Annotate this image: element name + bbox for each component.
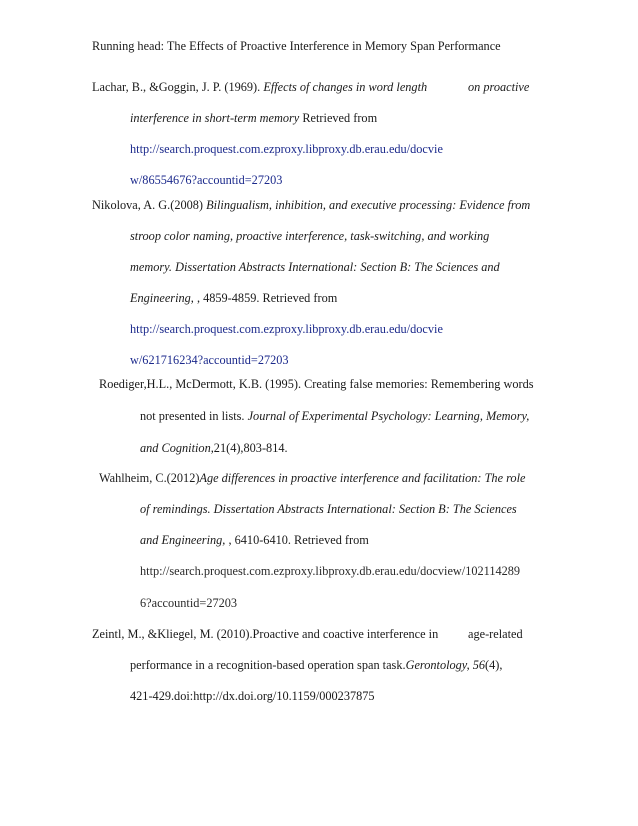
reference-text: Lachar, B., &Goggin, J. P. (1969). [92,80,264,94]
reference-line [130,142,443,156]
italic-text: Age differences in proactive interference and facilitation: The role [199,471,526,485]
reference-line [130,111,377,125]
url-text[interactable]: http://search.proquest.com.ezproxy.libproxy.db.erau.edu/docview/102114289 [140,564,521,578]
reference-continuation: on proactive [468,80,530,94]
italic-text: Gerontology, 56 [405,658,486,672]
reference-line [140,502,517,516]
reference-line [130,322,443,336]
reference-text: Nikolova, A. G.(2008) [92,198,207,212]
italic-text: interference in short-term memory [130,111,300,125]
reference-line [92,627,438,641]
italic-text: Bilingualism, inhibition, and executive processing: Evidence from [206,198,531,212]
reference-line [130,229,489,243]
reference-text: performance in a recognition-based operation span task. [130,658,406,672]
reference-text: Roediger,H.L., McDermott, K.B. (1995). Creating false memories: Remembering words [99,377,534,391]
italic-text: Effects of changes in word length [263,80,428,94]
reference-line [130,260,500,274]
url-link[interactable]: http://search.proquest.com.ezproxy.libproxy.db.erau.edu/docvie [130,142,443,156]
italic-text: Engineering, [130,291,197,305]
reference-line [130,173,282,187]
reference-text: , 4859-4859. Retrieved from [196,291,338,305]
reference-line [140,409,529,423]
italic-text: of remindings. Dissertation Abstracts International: Section B: The Sciences [140,502,517,516]
reference-line [99,471,525,485]
url-text[interactable]: 6?accountid=27203 [140,596,238,610]
running-head: Running head: The Effects of Proactive Interference in Memory Span Performance [92,39,501,53]
reference-line [140,596,237,610]
reference-text: not presented in lists. [140,409,248,423]
url-link[interactable]: http://search.proquest.com.ezproxy.libproxy.db.erau.edu/docvie [130,322,443,336]
reference-line [140,441,288,455]
url-link[interactable]: w/86554676?accountid=27203 [130,173,283,187]
reference-text: Retrieved from [299,111,378,125]
reference-line [130,291,337,305]
reference-line [140,533,369,547]
url-link[interactable]: w/621716234?accountid=27203 [130,353,289,367]
reference-line [92,80,427,94]
reference-text: Wahlheim, C.(2012) [99,471,200,485]
reference-line [130,658,502,672]
italic-text: stroop color naming, proactive interference, task-switching, and working [130,229,490,243]
reference-line [140,564,520,578]
italic-text: Journal of Experimental Psychology: Learning, Memory, [247,409,530,423]
reference-line [130,353,289,367]
reference-continuation: age-related [468,627,523,641]
reference-line [92,198,530,212]
reference-text: , 6410-6410. Retrieved from [228,533,369,547]
reference-line [130,689,375,703]
reference-text: (4), [485,658,503,672]
reference-line [99,377,534,391]
reference-text: Zeintl, M., &Kliegel, M. (2010).Proactive and coactive interference in [92,627,439,641]
italic-text: and Cognition, [140,441,214,455]
italic-text: memory. Dissertation Abstracts International: Section B: The Sciences and [130,260,500,274]
reference-text: 21(4),803-814. [213,441,288,455]
reference-text: 421-429.doi:http://dx.doi.org/10.1159/000237875 [130,689,375,703]
italic-text: and Engineering, [140,533,229,547]
